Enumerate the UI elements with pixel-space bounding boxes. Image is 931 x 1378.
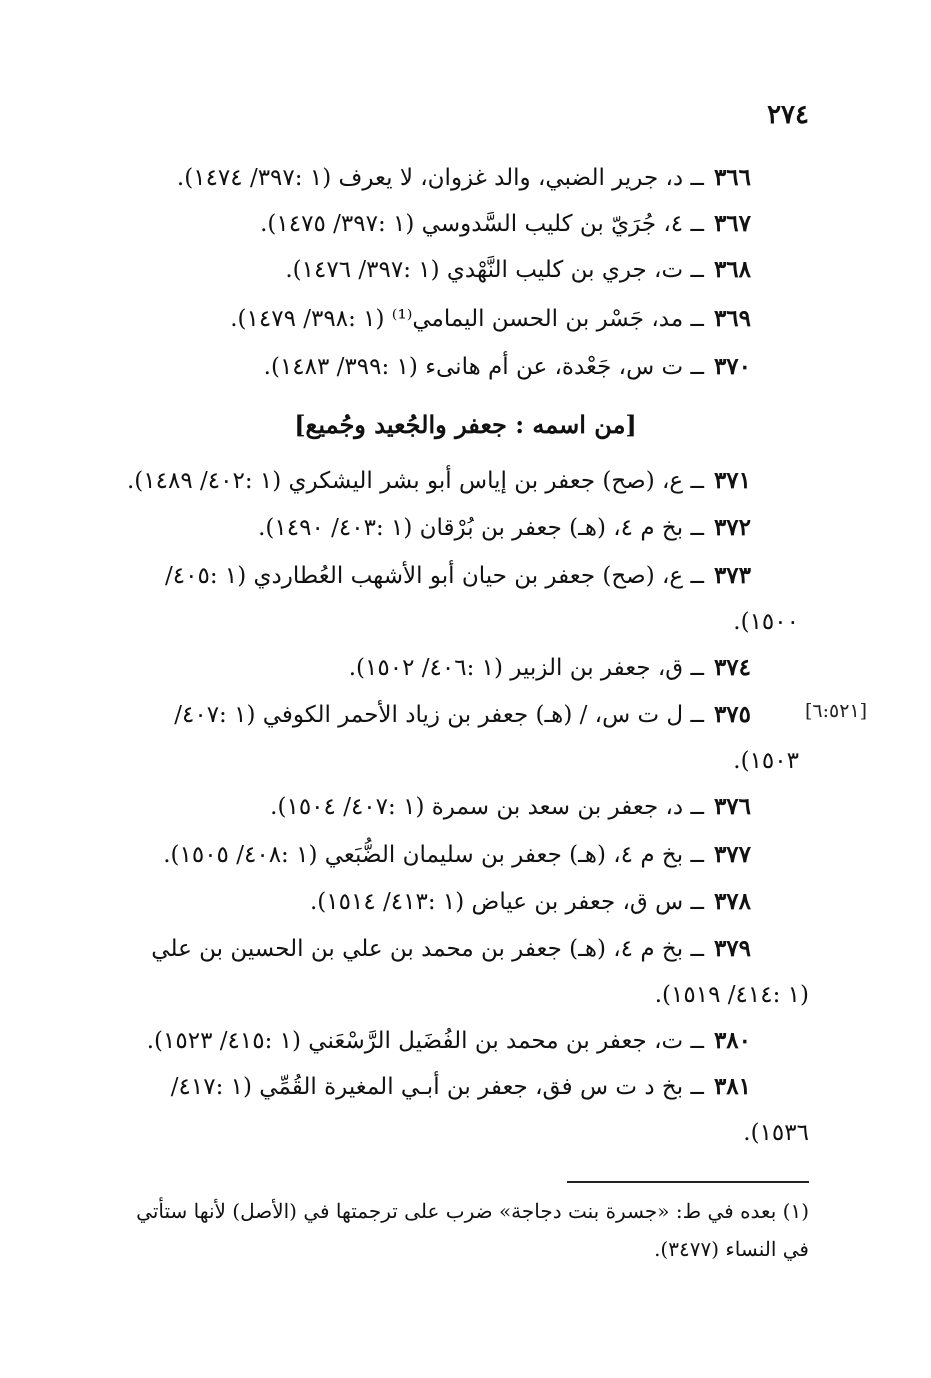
- entry-text: ــ ت، جري بن كليب النَّهْدي (١ :٣٩٧/ ١٤٧٦).: [285, 257, 704, 283]
- entry-number: ٣٦٨: [713, 256, 751, 283]
- entry-number: ٣٧٢: [713, 514, 751, 541]
- entry-text: ــ ق، جعفر بن الزبير (١ :٤٠٦/ ١٥٠٢).: [348, 655, 704, 681]
- entry-number: ٣٨١: [713, 1073, 751, 1100]
- entry-continuation: ١٥٠٠).: [733, 609, 799, 635]
- entry-number: ٣٧٩: [713, 935, 751, 962]
- margin-reference: [٦:٥٢١]: [805, 700, 868, 722]
- entry-369: [82, 296, 751, 342]
- entry-number: ٣٦٩: [713, 305, 751, 332]
- entry-number: ٣٧٠: [713, 353, 751, 380]
- entry-text: ــ ع، (صح) جعفر بن حيان أبو الأشهب العُطاردي (١ :٤٠٥/: [165, 563, 704, 589]
- entry-number: ٣٧٦: [713, 793, 751, 820]
- entry-continuation: ١٥٠٣).: [733, 748, 799, 774]
- entry-text: ــ ٤، جُرَيّ بن كليب السَّدوسي (١ :٣٩٧/ ١٤٧٥).: [260, 211, 704, 237]
- entry-number: ٣٦٦: [713, 164, 751, 191]
- entry-377: [82, 832, 751, 878]
- footnote-line: (١) بعده في ط: «جسرة بنت دجاجة» ضرب على ترجمتها في (الأصل) لأنها ستأتي: [136, 1199, 809, 1223]
- entry-text: ــ ت، جعفر بن محمد بن الفُضَيل الرَّسْعَني (١ :٤١٥/ ١٥٢٣).: [146, 1028, 704, 1054]
- entry-continuation: ١٥٣٦).: [743, 1120, 809, 1146]
- entry-text: ــ س ق، جعفر بن عياض (١ :٤١٣/ ١٥١٤).: [309, 889, 704, 915]
- entry-text: ــ د، جعفر بن سعد بن سمرة (١ :٤٠٧/ ١٥٠٤).: [270, 794, 704, 820]
- entry-373: [82, 553, 799, 645]
- entry-375: [82, 692, 799, 784]
- entry-number: ٣٧٣: [713, 562, 751, 589]
- page-number: ٢٧٤: [767, 100, 809, 130]
- entry-376: [82, 784, 751, 830]
- entry-380: [82, 1018, 751, 1064]
- entry-366: [82, 155, 751, 201]
- entry-number: ٣٧٨: [713, 888, 751, 915]
- entry-381: [82, 1064, 809, 1156]
- footnote-line: في النساء (٣٤٧٧).: [654, 1237, 809, 1261]
- entry-number: ٣٦٧: [713, 210, 751, 237]
- entry-continuation: (١ :٤١٤/ ١٥١٩).: [654, 982, 809, 1008]
- entry-374: [82, 645, 751, 691]
- entry-372: [82, 505, 751, 551]
- entry-text: ــ ت س، جَعْدة، عن أم هانىء (١ :٣٩٩/ ١٤٨٣).: [263, 354, 704, 380]
- entry-text: ــ بخ م ٤، (هـ) جعفر بن بُرْقان (١ :٤٠٣/ ١٤٩٠).: [258, 515, 704, 541]
- entry-378: [82, 879, 751, 925]
- entry-368: [82, 247, 751, 293]
- entry-number: ٣٨٠: [713, 1027, 751, 1054]
- entry-371: [82, 458, 751, 504]
- entry-text: ــ بخ د ت س فق، جعفر بن أبـي المغيرة القُمِّي (١ :٤١٧/: [170, 1074, 704, 1100]
- entry-number: ٣٧٥: [713, 701, 751, 728]
- footnote-divider: [567, 1181, 809, 1183]
- entry-number: ٣٧٧: [713, 841, 751, 868]
- entry-text: ــ بخ م ٤، (هـ) جعفر بن محمد بن علي بن الحسين بن علي: [151, 936, 704, 962]
- entry-367: [82, 201, 751, 247]
- section-heading: [من اسمه : جعفر والجُعيد وجُميع]: [294, 410, 637, 439]
- entry-379: [82, 926, 809, 1018]
- footnote: [82, 1192, 809, 1268]
- entry-text: ــ بخ م ٤، (هـ) جعفر بن سليمان الضُّبَعي (١ :٤٠٨/ ١٥٠٥).: [163, 842, 704, 868]
- entry-number: ٣٧٤: [713, 654, 751, 681]
- entry-number: ٣٧١: [713, 467, 751, 494]
- entry-text: ــ د، جرير الضبي، والد غزوان، لا يعرف (١ :٣٩٧/ ١٤٧٤).: [176, 165, 704, 191]
- entry-text: ــ مد، جَسْر بن الحسن اليمامي⁽¹⁾ (١ :٣٩٨/ ١٤٧٩).: [230, 306, 704, 332]
- entry-370: [82, 344, 751, 390]
- entry-text: ــ ع، (صح) جعفر بن إياس أبو بشر اليشكري (١ :٤٠٢/ ١٤٨٩).: [126, 468, 704, 494]
- entry-text: ــ ل ت س، / (هـ) جعفر بن زياد الأحمر الكوفي (١ :٤٠٧/: [174, 702, 704, 728]
